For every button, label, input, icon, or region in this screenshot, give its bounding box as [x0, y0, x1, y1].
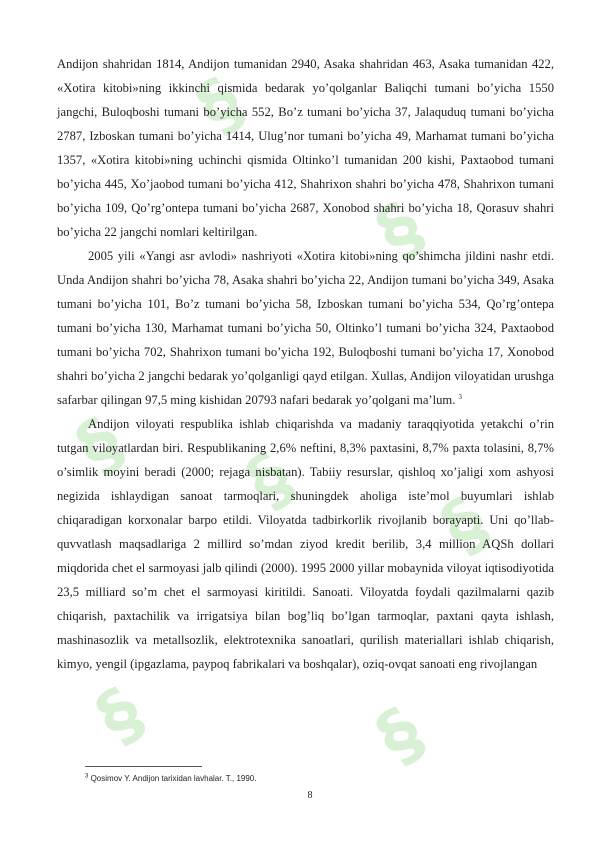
footnote-number: 3: [85, 773, 89, 780]
footnote-separator: [85, 766, 202, 767]
paragraph: Andijon shahridan 1814, Andijon tumanidan 2940, Asaka shahridan 463, Asaka tumanidan 422, «Xotira kitobi»ning ikkinchi qismida bedarak yo’qolganlar Baliqchi tumani bo’yicha 1550 jangchi, Buloqboshi tumani bo’yicha 552, Bo’z tumani bo’yicha 37, Jalaquduq tumani bo’yicha 2787, Izboskan tumani bo’yicha 1414, Ulug’nor tumani bo’yicha 49, Marhamat tumani bo’yicha 1357, «Xotira kitobi»ning uchinchi qismida Oltinko’l tumanidan 200 kishi, Paxtaobod tumani bo’yicha 445, Xo’jaobod tumani bo’yicha 412, Shahrixon shahri bo’yicha 478, Shahrixon tumani bo’yicha 109, Qo’rg’ontepa tumani bo’yicha 2687, Xonobod shahri bo’yicha 18, Qorasuv shahri bo’yicha 22 jangchi nomlari keltirilgan.: [57, 57, 554, 239]
watermark-mark: §: [427, 481, 503, 569]
footnote-text: Qosimov Y. Andijon tarixidan lavhalar. T., 1990.: [90, 774, 257, 783]
watermark-mark: §: [82, 671, 158, 759]
watermark-mark: §: [62, 401, 138, 489]
body-text: [57, 52, 554, 676]
page-number: 8: [307, 790, 313, 801]
watermark-mark: §: [362, 691, 438, 779]
footnote: [85, 773, 485, 785]
paragraph: Andijon viloyati respublika ishlab chiqarishda va madaniy taraqqiyotida yetakchi o’rin tutgan viloyatlardan biri. Respublikaning 2,6% neftini, 8,3% paxtasini, 8,7% paxta tolasini, 8,7% o’simlik moyini beradi (2000; rejaga nisbatan). Tabiiy resurslar, qishloq xo’jaligi xom ashyosi negizida ishlaydigan sanoat tarmoqlari, shuningdek aholiga iste’mol buyumlari ishlab chiqaradigan korxonalar barpo etildi. Viloyatda tadbirkorlik rivojlanib borayapti. Uni qo’llab-quvvatlash maqsadlariga 2 millird so’mdan ziyod kredit berilib, 3,4 million AQSh dollari miqdorida chet el sarmoyasi jalb qilindi (2000). 1995 2000 yillar mobaynida viloyat iqtisodiyotida 23,5 milliard so’m chet el sarmoyasi kiritildi. Sanoati. Viloyatda foydali qazilmalarni qazib chiqarish, paxtachilik va irrigatsiya bilan bog’liq bo’lgan tarmoqlar, paxtani qayta ishlash, mashinasozlik va metallsozlik, elektrotexnika sanoatlari, qurilish materiallari ishlab chiqarish, kimyo, yengil (ipgazlama, paypoq fabrikalari va boshqalar), oziq-ovqat sanoati eng rivojlangan: [57, 417, 554, 671]
watermark-mark: §: [182, 61, 258, 149]
paragraph: [57, 244, 554, 412]
watermark-mark: §: [362, 186, 438, 274]
footnote-reference[interactable]: 3: [458, 392, 463, 401]
paragraph-text: 2005 yili «Yangi asr avlodi» nashriyoti «Xotira kitobi»ning qo’shimcha jildini nashr etdi. Unda Andijon shahri bo’yicha 78, Asaka shahri bo’yicha 22, Andijon tumani bo’yicha 349, Asaka tumani bo’yicha 101, Bo’z tumani bo’yicha 58, Izboskan tumani bo’yicha 534, Qo’rg’ontepa tumani bo’yicha 130, Marhamat tumani bo’yicha 50, Oltinko’l tumani bo’yicha 324, Paxtaobod tumani bo’yicha 702, Shahrixon tumani bo’yicha 192, Buloqboshi tumani bo’yicha 17, Xonobod shahri bo’yicha 2 jangchi bedarak yo’qolganligi qayd etilgan. Xullas, Andijon viloyatidan urushga safarbar qilingan 97,5 ming kishidan 20793 nafari bedarak yo’qolgani ma’lum.: [57, 249, 554, 407]
watermark-mark: §: [232, 436, 308, 524]
